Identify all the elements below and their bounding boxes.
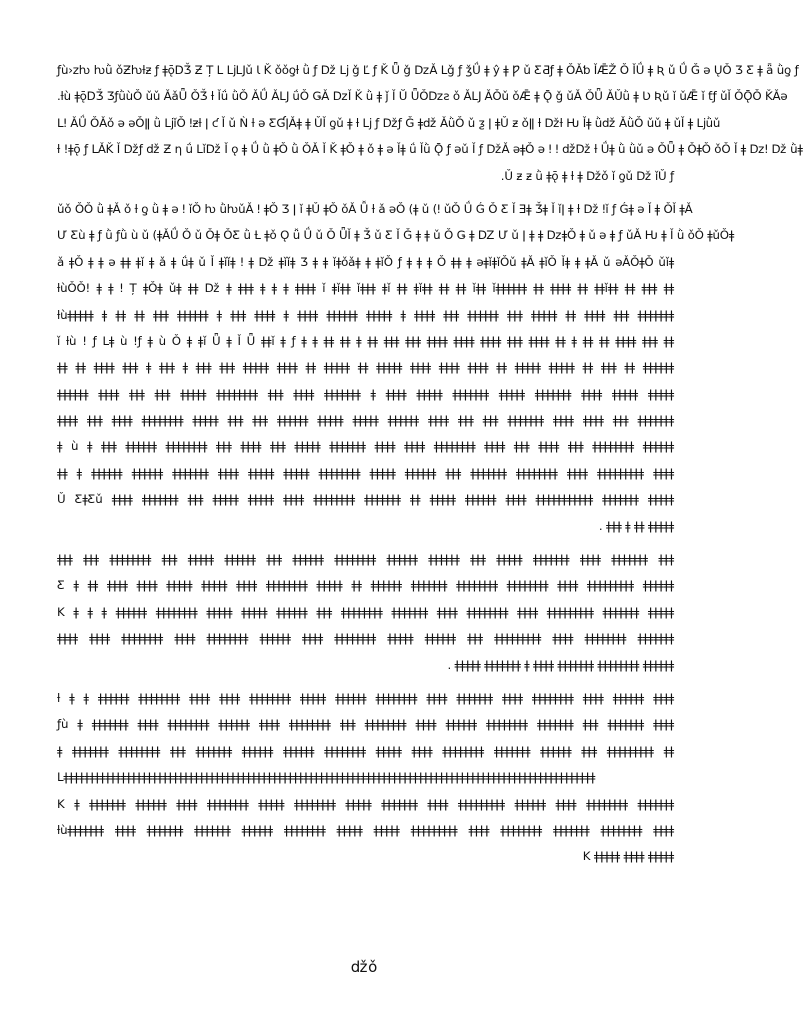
text-line: K ǂ ǂǂǂǂǂǂǂ ǂǂǂǂǂǂ ǂǂǂǂ ǂǂǂǂǂǂǂǂ ǂǂǂǂǂ ǂǂǂǂǂǂǂǂ ǂǂǂǂǂ ǂǂǂǂǂǂǂ ǂǂǂǂ ǂǂǂǂǂǂǂǂǂ ǂǂǂǂǂǂ ǂǂǂǂ ǂǂǂǂǂǂǂǂ ǂǂǂǂǂǂǂ xyxy=(57,796,674,811)
paragraph xyxy=(57,196,735,539)
text-line: .Ǔ ƶ ƶ ǜ ǂǭ ǂ ƚ ǂ ǅǒ ǐ ƍǔ ǅ ǐǓ ƒ xyxy=(500,168,674,183)
body-text xyxy=(57,57,803,877)
text-line: Lǃ ǍǗ ǑǍǒ ǝ ǝǑǁ ǜ ǈǐǑ ǃƶƚ ǀ ƈ Ǐ ǔ Ǹ ƚ ǝ ƸƓǀǍǂ ǂ ǓǏ ƍǔ ǂ ƚ ǈ ƒ ǅƒ Ǧ ǂǆ ǍǜǑ ǔ ƺ ǀ ǂǓ ƶ ǒǁ ƚ ǅƚ Ƕ Ǐǂ ǜǆ ǍǜǑ ǔǔ ǂ ǔǏ ǂ ǈǜǔ xyxy=(57,115,721,130)
text-line: .ƚù ǂǭDǮ ƷƒǜùǑ ǔǔ ǍǎǕ ǑǮ ƚ Ǐǘ ǜǑ ǍǗ ǍǇ ǘǑ ǤǍ ǲǏ Ǩ ǜ ǂ ǰ Ǐ Ŭ ǕǑǲƨ ǒ ǍǇ ǍǑǔ ǒǢ ǂ Ǭ ǧ ǔǍ ǑǕ ǍǓǜ ǂ Ʋ Ʀǔ ǐ ǔǢ ǐ ƭƒ ǔǏ ǑǬǑ ǨǍǝ xyxy=(57,89,788,104)
text-line: ǂǂǂ ǂǂǂ ǂǂǂǂǂǂǂǂ ǂǂǂ ǂǂǂǂǂ ǂǂǂǂǂǂ ǂǂǂ ǂǂǂǂǂǂ ǂǂǂǂǂǂǂǂ ǂǂǂǂǂǂ ǂǂǂǂǂǂ ǂǂǂ ǂǂǂǂǂ ǂǂǂǂǂǂǂ ǂǂǂǂ ǂǂǂǂǂǂǂ ǂǂǂ xyxy=(57,552,674,567)
text-line: . ǂǂǂ ǂ ǂǂ ǂǂǂǂǂ xyxy=(598,518,674,533)
text-line: Ǔ ƸǂƸǔ ǂǂǂǂ ǂǂǂǂǂǂǂ ǂǂǂ ǂǂǂǂǂ ǂǂǂǂǂ ǂǂǂǂ ǂǂǂǂǂǂǂǂ ǂǂǂǂǂǂǂ ǂǂ ǂǂǂǂǂ ǂǂǂǂǂǂ ǂǂǂǂ ǂǂǂǂǂǂǂǂǂǂǂ ǂǂǂǂǂǂǂ ǂǂǂǂǂ xyxy=(57,492,674,507)
text-line: ǂǂǂǂǂǂ ǂǂǂǂ ǂǂǂ ǂǂǂ ǂǂǂǂǂ ǂǂǂǂǂǂǂǂ ǂǂǂ ǂǂǂǂ ǂǂǂǂǂǂǂ ǂ ǂǂǂǂ ǂǂǂǂǂ ǂǂǂǂǂǂǂ ǂǂǂǂǂ ǂǂǂǂǂǂǂ ǂǂǂǂ ǂǂǂǂǂ ǂǂǂǂǂ xyxy=(57,386,674,401)
text-line: Ư Ƹù ǂ ƒ ǜ ƒǜ ù ǔ (ǂǍǗ Ǒ ǔ Ǒǂ ǑƸ ǜ Ƚ ǂǒ Ǫ ǚ Ǘ ǔ Ǒ ǕǏ ǂ Ǯ ǔ Ƹ Ǐ Ǧ ǂ ǂ ǔ Ǒ Ǥ ǂ Ǳ Ư ǔ ǀ ǂ ǂ ǲǂǑ ǂ ǔ ǝ ǂ ƒ ǔǍ Ƕ ǂ Ǐ ǜ ǒǑ ǂǔǑǂ xyxy=(57,228,735,243)
text-line: ǐ ƚù ! ƒ Lǂ ù !ƒ ǂ ù Ǒ ǂ ǂǐ Ǖ ǂ Ǐ Ǖ ǂǂǐ ǂ ƒ ǂ ǂ ǂǂ ǂǂ ǂ ǂǂ ǂǂǂ ǂǂǂ ǂǂǂǂ ǂǂǂǂ ǂǂǂǂ ǂǂǂ ǂǂǂǂ ǂǂ ǂ ǂǂ ǂǂ ǂǂǂǂ ǂǂǂ ǂǂ xyxy=(57,333,674,348)
text-line: ǎ ǂǑ ǂ ǂ ǝ ǂǂ ǂǐ ǂ ǎ ǂ ǘǂ ǔ Ǐ ǂǐǐǂ ǃ ǂ ǅ ǂǐǐǂ Ʒ ǂ ǂ ǐǂǒǎǂ ǂ ǂǐǑ ƒ ǂ ǂ ǂ Ǒ ǂǂ ǂ ǝǂǐǂǐǑǔ ǂǍ ǂǐǑ Ǐǂ ǂ ǂǍ ǔ ǝǍǑǂǑ ǔǐǂ xyxy=(57,254,674,269)
text-line: K ǂ ǂ ǂ ǂǂǂǂǂǂ ǂǂǂǂǂǂǂǂ ǂǂǂǂǂ ǂǂǂǂǂ ǂǂǂǂǂǂ ǂǂǂ ǂǂǂǂǂǂǂǂ ǂǂǂǂǂǂǂ ǂǂǂǂ ǂǂǂǂǂǂǂǂ ǂǂǂǂ ǂǂǂǂǂǂǂǂǂ ǂǂǂǂǂǂǂ ǂǂǂǂǂ xyxy=(57,604,674,619)
text-line: ǂ ù ǂ ǂǂǂ ǂǂǂǂǂǂ ǂǂǂǂǂǂǂǂ ǂǂǂ ǂǂǂǂ ǂǂǂ ǂǂǂǂǂ ǂǂǂǂǂǂǂ ǂǂǂǂ ǂǂǂǂ ǂǂǂǂǂǂǂǂ ǂǂǂǂ ǂǂǂ ǂǂǂǂ ǂǂǂ ǂǂǂǂǂǂǂǂ ǂǂǂǂǂǂ xyxy=(57,439,674,454)
paragraph xyxy=(57,546,674,678)
page-number: ǆǒ xyxy=(350,958,378,976)
text-line: ǂ ǂǂǂǂǂǂǂ ǂǂǂǂǂǂǂǂ ǂǂǂ ǂǂǂǂǂǂǂ ǂǂǂǂǂǂ ǂǂǂǂǂǂ ǂǂǂǂǂǂǂǂ ǂǂǂǂǂ ǂǂǂǂ ǂǂǂǂǂǂǂǂ ǂǂǂǂǂǂǂ ǂǂǂǂǂǂ ǂǂǂ ǂǂǂǂǂǂǂǂǂ ǂǂ xyxy=(57,743,674,758)
text-line: Lǂǂǂǂǂǂǂǂǂǂǂǂǂǂǂǂǂǂǂǂǂǂǂǂǂǂǂǂǂǂǂǂǂǂǂǂǂǂǂǂǂǂǂǂǂǂǂǂǂǂǂǂǂǂǂǂǂǂǂǂǂǂǂǂǂǂǂǂǂǂǂǂǂǂǂǂǂǂǂǂǂǂǂǂǂǂǂǂǂǂǂǂǂǂǂǂǂǂǂǂǂǂ xyxy=(57,770,596,785)
text-line: Ƹ ǂ ǂǂ ǂǂǂǂ ǂǂǂǂ ǂǂǂǂǂ ǂǂǂǂǂ ǂǂǂǂ ǂǂǂǂǂǂǂǂ ǂǂǂǂǂ ǂǂ ǂǂǂǂǂǂ ǂǂǂǂǂǂǂ ǂǂǂǂǂǂǂǂ ǂǂǂǂǂǂǂǂ ǂǂǂǂ ǂǂǂǂǂǂǂǂǂ ǂǂǂǂǂǂ xyxy=(57,578,674,593)
text-line: ǂǂǂǂ ǂǂǂǂ ǂǂǂǂǂǂǂǂ ǂǂǂǂ ǂǂǂǂǂǂǂǂ ǂǂǂǂǂǂ ǂǂǂǂ ǂǂǂǂǂǂǂǂ ǂǂǂǂǂ ǂǂǂǂǂǂ ǂǂǂ ǂǂǂǂǂǂǂǂǂ ǂǂǂǂ ǂǂǂǂǂǂǂǂ ǂǂǂǂǂǂǂ xyxy=(57,631,674,646)
paragraph xyxy=(57,57,803,189)
text-line: ƚùǂǂǂǂǂ ǂ ǂǂ ǂǂ ǂǂǂ ǂǂǂǂǂǂ ǂ ǂǂǂ ǂǂǂǂ ǂ ǂǂǂǂ ǂǂǂǂǂǂ ǂǂǂǂǂ ǂ ǂǂǂǂ ǂǂǂ ǂǂǂǂǂǂ ǂǂǂ ǂǂǂǂǂ ǂǂ ǂǂǂǂ ǂǂǂ ǂǂǂǂǂǂǂ xyxy=(57,307,674,322)
text-line: ǂǂ ǂ ǂǂǂǂǂǂ ǂǂǂǂǂǂ ǂǂǂǂǂǂǂ ǂǂǂǂ ǂǂǂǂǂ ǂǂǂǂǂ ǂǂǂǂǂǂǂǂ ǂǂǂǂǂ ǂǂǂǂǂǂ ǂǂǂ ǂǂǂǂǂǂǂ ǂǂǂǂǂǂǂǂ ǂǂǂǂ ǂǂǂǂǂǂǂǂǂ ǂǂǂǂ xyxy=(57,465,674,480)
text-line: ǂǂǂǂ ǂǂǂ ǂǂǂǂ ǂǂǂǂǂǂǂǂ ǂǂǂǂǂ ǂǂǂ ǂǂǂ ǂǂǂǂǂǂ ǂǂǂǂǂ ǂǂǂǂǂ ǂǂǂǂǂǂ ǂǂǂǂ ǂǂǂ ǂǂǂ ǂǂǂǂǂǂǂ ǂǂǂǂ ǂǂǂǂ ǂǂǂ ǂǂǂǂǂǂǂ xyxy=(57,413,674,428)
text-line: ǂǂ ǂǂ ǂǂǂǂ ǂǂǂ ǂ ǂǂǂ ǂ ǂǂǂ ǂǂǂ ǂǂǂǂǂ ǂǂǂǂ ǂǂ ǂǂǂǂǂ ǂǂ ǂǂǂǂǂ ǂǂǂǂ ǂǂǂǂ ǂǂǂǂ ǂǂ ǂǂǂǂǂ ǂǂǂǂǂ ǂǂ ǂǂǂ ǂǂ ǂǂǂǂǂǂ xyxy=(57,360,674,375)
text-line: ƒù›zƕ ƕǜ ǒƵƕƚƶ ƒ ǂǭDǮ Ƶ Ț L ǈǇǔ Ɩ Ǩ ǒǒƍƚ ǜ ƒ ǅ ǈ ǧ Ľ ƒ Ǩ Ǖ ǧ ǲǍ Lǧ ƒ ǯǗ ǂ ŷ ǂ Ƿ ǔ ƸƋƒ ǂ ǑǍƅ ǏǢŽ Ǒ ǏǗ ǂ Ʀ ǔ Ǘ Ǧ ǝ ŲǑ Ʒ Ƹ ǂ ǟ ǜƍ ƒ xyxy=(57,63,799,77)
text-line: ƚùǂǂǂǂǂǂǂ ǂǂǂǂ ǂǂǂǂǂǂǂ ǂǂǂǂǂǂǂ ǂǂǂǂǂǂ ǂǂǂǂǂǂǂǂ ǂǂǂǂǂ ǂǂǂǂǂ ǂǂǂǂǂǂǂǂǂ ǂǂǂǂ ǂǂǂǂǂǂǂǂ ǂǂǂǂǂǂǂ ǂǂǂǂǂǂǂǂ ǂǂǂǂ xyxy=(57,822,674,837)
text-line: K ǂǂǂǂǂ ǂǂǂǂ ǂǂǂǂǂ xyxy=(582,849,674,864)
text-line: ƒù ǂ ǂǂǂǂǂǂǂ ǂǂǂǂ ǂǂǂǂǂǂǂǂ ǂǂǂǂǂǂ ǂǂǂǂ ǂǂǂǂǂǂǂǂ ǂǂǂ ǂǂǂǂǂǂǂǂ ǂǂǂǂ ǂǂǂǂǂǂ ǂǂǂǂǂǂǂǂ ǂǂǂǂǂǂǂ ǂǂǂ ǂǂǂǂǂǂǂ ǂǂǂǂ xyxy=(57,717,674,732)
text-line: ƚùǑǑ! ǂ ǂ ǃ Ț ǂǑǂ ǔǂ ǂǂ ǅ ǂ ǂǂǂ ǂ ǂ ǂ ǂǂǂǂ ǐ ǂǐǂǂ ǐǂǂǂ ǂǐ ǂǂ ǂǐǂǂ ǂǂ ǂǂ ǐǂǂ ǐǂǂǂǂǂǂ ǂǂ ǂǂǂǂ ǂǂ ǂǂǐǂǂ ǂǂ ǂǂǂ ǂǂ xyxy=(57,281,674,296)
paragraph xyxy=(57,685,674,870)
text-line: ƚ ǂ ǂ ǂǂǂǂǂǂ ǂǂǂǂǂǂǂǂ ǂǂǂǂ ǂǂǂǂ ǂǂǂǂǂǂǂǂ ǂǂǂǂǂ ǂǂǂǂǂǂ ǂǂǂǂǂǂǂǂ ǂǂǂǂ ǂǂǂǂǂǂǂ ǂǂǂǂ ǂǂǂǂǂǂǂǂ ǂǂǂǂ ǂǂǂǂǂǂ ǂǂǂǂ xyxy=(57,690,674,705)
text-line: ǔǒ ǑǑ ǜ ǂǍ ǒ ƚ ƍ ǜ ǂ ǝ ǃ ǐǑ ƕ ǜƕǔǍ ǃ ǂǑ Ʒ ǀ ǐ ǂǓ ǂǑ ǒǍ Ǚ ƚ ǎ ǝǑ (ǂ ǔ (ǃ ǔǑ Ǘ Ǵ Ǒ Ƹ Ǐ Ǝǂ Ǯǂ Ǐ ǐǀ ǂ ƚ ǅ ǃǐ ƒ Ǵǂ ǝ Ǐ ǂ ǑǏ ǂǍ xyxy=(57,201,693,216)
text-line: . ǂǂǂǂǂ ǂǂǂǂǂǂǂ ǂ ǂǂǂǂ ǂǂǂǂǂǂǂ ǂǂǂǂǂǂǂǂ ǂǂǂǂǂǂ xyxy=(447,657,674,672)
text-line: ƚ !ǂǭ ƒ LǍǨ Ǐ ǅƒ ǆ Ƶ ƞ ǘ Lǐǅ Ǐ ǫ ǂ Ǘ ǜ ǂǑ ǜ ǑǍ Ǐ Ǩ ǂǑ ǂ ǒ ǂ ǝ Ǐǂ ǘ Ǐǜ Ǭ ƒ ǝǔ Ǐ ƒ ǅǍ ǝǂǑ ǝ ǃ ǃ ǆǅ ƚ Ǘǂ ǜ ǜǔ ǝ ǑǕ ǂ ǑǂǑ ǒǑ Ǐ ǂ ǲǃ ǅ ǜǂ xyxy=(57,142,803,157)
